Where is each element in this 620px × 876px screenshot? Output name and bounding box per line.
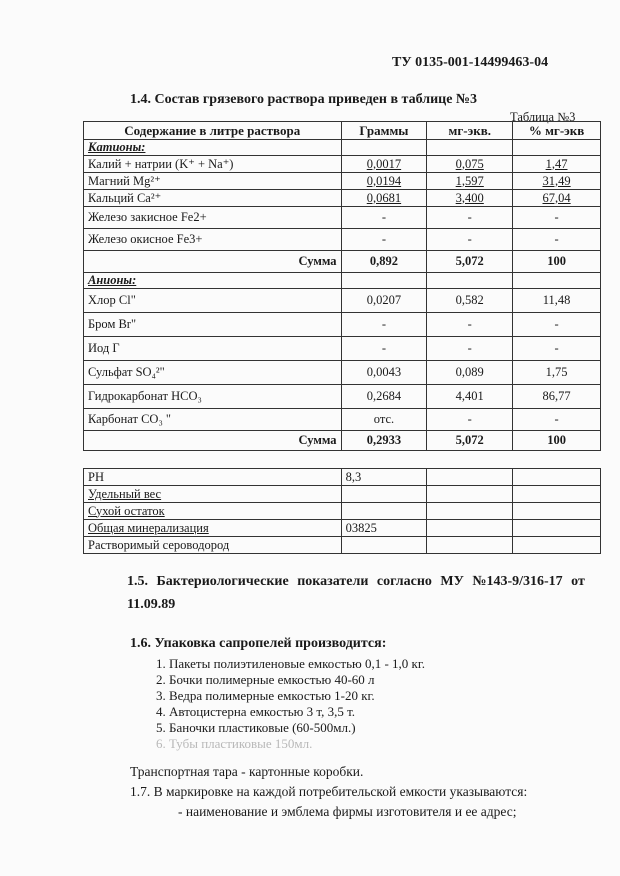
- row-pct: -: [513, 313, 601, 337]
- row-pct: 11,48: [513, 289, 601, 313]
- row-meq: 1,597: [427, 173, 513, 190]
- table-row: [84, 503, 601, 520]
- table-row: [84, 361, 601, 385]
- sum-meq: 5,072: [427, 431, 513, 451]
- row-pct: -: [513, 207, 601, 229]
- row-pct: 67,04: [513, 190, 601, 207]
- table-row: [84, 229, 601, 251]
- document-code: ТУ 0135-001-14499463-04: [392, 55, 549, 70]
- row-grams: 0,0207: [341, 289, 427, 313]
- row-meq: -: [427, 337, 513, 361]
- packaging-item: 5. Баночки пластиковые (60-500мл.): [156, 720, 356, 735]
- section-1-5-date: 11.09.89: [127, 597, 176, 612]
- header-pct: % мг-экв: [513, 122, 601, 140]
- sum-grams: 0,892: [341, 251, 427, 273]
- row-meq: 3,400: [427, 190, 513, 207]
- table-row: [84, 207, 601, 229]
- row-grams: отс.: [341, 409, 427, 431]
- row-meq: -: [427, 409, 513, 431]
- table-row: [84, 537, 601, 554]
- packaging-item: 1. Пакеты полиэтиленовые емкостью 0,1 - 1,0 кг.: [156, 656, 425, 671]
- table-row: [84, 173, 601, 190]
- table-row: [84, 469, 601, 486]
- row-name: Сульфат SO₄²": [84, 361, 342, 385]
- table-row: [84, 190, 601, 207]
- row-grams: 0,0043: [341, 361, 427, 385]
- property-value: [341, 486, 427, 503]
- row-pct: 31,49: [513, 173, 601, 190]
- header-meq: мг-экв.: [427, 122, 513, 140]
- row-grams: -: [341, 337, 427, 361]
- row-meq: -: [427, 229, 513, 251]
- property-name: Удельный вес: [84, 486, 342, 503]
- table-row: [84, 156, 601, 173]
- marking-item: - наименование и эмблема фирмы изготовителя и ее адрес;: [178, 804, 517, 819]
- row-meq: 0,075: [427, 156, 513, 173]
- anions-sum-row: [84, 431, 601, 451]
- sum-grams: 0,2933: [341, 431, 427, 451]
- row-name: Калий + натрии (K⁺ + Na⁺): [84, 156, 342, 173]
- cations-sum-row: [84, 251, 601, 273]
- table-row: [84, 337, 601, 361]
- sum-label: Сумма: [84, 251, 342, 273]
- row-grams: -: [341, 207, 427, 229]
- section-1-4-heading: 1.4. Состав грязевого раствора приведен в таблице №3: [130, 92, 477, 107]
- anions-label: Анионы:: [84, 273, 342, 289]
- property-name: Растворимый сероводород: [84, 537, 342, 554]
- packaging-item: 3. Ведра полимерные емкостью 1-20 кг.: [156, 688, 375, 703]
- row-meq: 0,582: [427, 289, 513, 313]
- row-pct: -: [513, 337, 601, 361]
- table-row: [84, 409, 601, 431]
- header-content: Содержание в литре раствора: [84, 122, 342, 140]
- sum-pct: 100: [513, 431, 601, 451]
- sum-pct: 100: [513, 251, 601, 273]
- table-row: [84, 289, 601, 313]
- row-grams: 0,0194: [341, 173, 427, 190]
- section-1-5-heading: 1.5. Бактериологические показатели согласно МУ №143-9/316-17 от: [127, 574, 585, 589]
- table-row: [84, 486, 601, 503]
- sum-label: Сумма: [84, 431, 342, 451]
- row-meq: 4,401: [427, 385, 513, 409]
- physical-properties-table: [83, 468, 601, 554]
- table-label: Таблица №3: [510, 110, 576, 124]
- property-value: [341, 537, 427, 554]
- property-name: PH: [84, 469, 342, 486]
- cations-group-row: [84, 140, 601, 156]
- packaging-item: 6. Тубы пластиковые 150мл.: [156, 736, 313, 751]
- property-name: Общая минерализация: [84, 520, 342, 537]
- row-name: Гидрокарбонат HCO₃: [84, 385, 342, 409]
- row-name: Иод Г: [84, 337, 342, 361]
- anions-group-row: [84, 273, 601, 289]
- row-meq: -: [427, 313, 513, 337]
- row-meq: 0,089: [427, 361, 513, 385]
- row-grams: 0,0017: [341, 156, 427, 173]
- row-pct: -: [513, 229, 601, 251]
- property-value: 8,3: [341, 469, 427, 486]
- composition-table: [83, 121, 601, 451]
- row-grams: 0,0681: [341, 190, 427, 207]
- row-name: Магний Mg²⁺: [84, 173, 342, 190]
- transport-tara-text: Транспортная тара - картонные коробки.: [130, 764, 364, 779]
- table-header-row: [84, 122, 601, 140]
- section-1-7-text: 1.7. В маркировке на каждой потребительской емкости указываются:: [130, 784, 528, 799]
- row-pct: 86,77: [513, 385, 601, 409]
- row-name: Железо окисное Fe3+: [84, 229, 342, 251]
- cations-label: Катионы:: [84, 140, 342, 156]
- row-grams: -: [341, 313, 427, 337]
- property-value: [341, 503, 427, 520]
- row-name: Кальций Ca²⁺: [84, 190, 342, 207]
- sum-meq: 5,072: [427, 251, 513, 273]
- row-pct: 1,75: [513, 361, 601, 385]
- property-value: 03825: [341, 520, 427, 537]
- table-row: [84, 313, 601, 337]
- packaging-item: 2. Бочки полимерные емкостью 40-60 л: [156, 672, 375, 687]
- row-pct: 1,47: [513, 156, 601, 173]
- row-meq: -: [427, 207, 513, 229]
- table-row: [84, 385, 601, 409]
- packaging-item: 4. Автоцистерна емкостью 3 т, 3,5 т.: [156, 704, 356, 719]
- row-grams: 0,2684: [341, 385, 427, 409]
- row-pct: -: [513, 409, 601, 431]
- property-name: Сухой остаток: [84, 503, 342, 520]
- row-grams: -: [341, 229, 427, 251]
- table-row: [84, 520, 601, 537]
- row-name: Бром Br": [84, 313, 342, 337]
- row-name: Карбонат CO₃ ": [84, 409, 342, 431]
- header-grams: Граммы: [341, 122, 427, 140]
- section-1-6-heading: 1.6. Упаковка сапропелей производится:: [130, 636, 387, 651]
- row-name: Хлор Cl": [84, 289, 342, 313]
- row-name: Железо закисное Fe2+: [84, 207, 342, 229]
